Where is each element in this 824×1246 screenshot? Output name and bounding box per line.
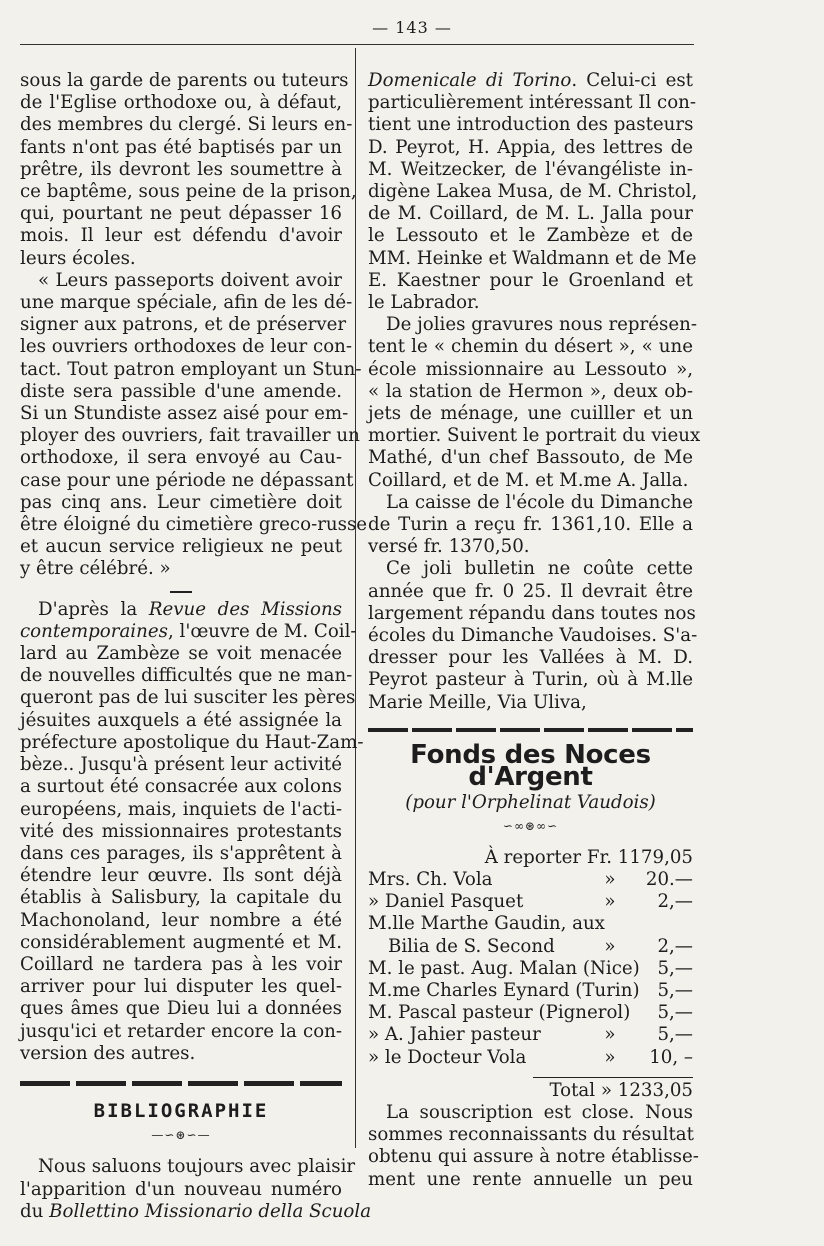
text-line: a surtout été consacrée aux colons: [20, 776, 342, 798]
donation-amount: 5,—: [657, 1002, 693, 1024]
text-line: y être célébré. »: [20, 558, 171, 580]
text-line: de l'Eglise orthodoxe ou, à défaut,: [20, 92, 342, 114]
ditto-mark: »: [604, 1046, 616, 1068]
text-line: jets de ménage, une cuilller et un: [368, 403, 693, 425]
text-line: vité des missionnaires protestants: [20, 820, 342, 842]
text-line: ment une rente annuelle un peu: [368, 1168, 693, 1190]
donor-name: M. Pascal pasteur (Pignerol): [368, 1002, 631, 1024]
section-rule: [20, 1081, 342, 1086]
text-line: école missionnaire au Lessouto »,: [368, 358, 693, 380]
text-line: La souscription est close. Nous: [386, 1101, 693, 1123]
text-line: D. Peyrot, H. Appia, des lettres de: [368, 136, 693, 158]
donor-name: » A. Jahier pasteur: [368, 1024, 541, 1046]
text-line: Nous saluons toujours avec plaisir: [38, 1156, 356, 1178]
text-line: De jolies gravures nous représen-: [386, 314, 697, 336]
text-line: écoles du Dimanche Vaudoises. S'a-: [368, 625, 698, 647]
text-line: version des autres.: [20, 1042, 196, 1064]
paragraph-persecution-conditions: [20, 70, 357, 270]
donation-amount: 2,—: [657, 891, 693, 913]
text-line: D'après la Revue des Missions: [38, 598, 342, 620]
text-line: qui, pourtant ne peut dépasser 16: [20, 203, 342, 225]
donation-row: [368, 869, 693, 891]
ditto-mark: »: [604, 868, 616, 890]
text-line: obtenu qui assure à notre établisse-: [368, 1146, 699, 1168]
ditto-mark: »: [604, 935, 616, 957]
donation-amount: 5,—: [657, 1024, 693, 1046]
text-line: leurs écoles.: [20, 247, 136, 269]
text-line: de nouvelles difficultés que ne man-: [20, 665, 353, 687]
donor-name: M.me Charles Eynard (Turin): [368, 979, 640, 1001]
text-line: Machonoland, leur nombre a été: [20, 909, 342, 931]
donation-row: [368, 1024, 693, 1046]
paragraph-turin-school: [368, 492, 693, 559]
right-column: [368, 70, 701, 1191]
donation-row: [368, 980, 693, 1002]
text-line: dans ces parages, ils s'apprêtent à: [20, 842, 342, 864]
total-amount: Total » 1233,05: [549, 1079, 693, 1101]
text-line: queront pas de lui susciter les pères: [20, 687, 356, 709]
text-line: orthodoxe, il sera envoyé au Cau-: [20, 447, 342, 469]
text-line: Coillard, et de M. et M.me A. Jalla.: [368, 469, 689, 491]
text-line: lard au Zambèze se voit menacée: [20, 643, 342, 665]
donor-name: M. le past. Aug. Malan (Nice): [368, 957, 640, 979]
text-line: jésuites auxquels a été assignée la: [20, 709, 342, 731]
donations-list: [368, 869, 693, 1069]
ditto-mark: »: [604, 1024, 616, 1046]
text-line: européens, mais, inquiets de l'acti-: [20, 798, 342, 820]
text-line: ques âmes que Dieu lui a données: [20, 998, 342, 1020]
text-line: considérablement augmenté et M.: [20, 931, 342, 953]
text-line: largement répandu dans toutes nos: [368, 602, 696, 624]
ditto-mark: [640, 958, 658, 980]
paragraph-bollettino: [20, 1156, 372, 1223]
section-rule: [368, 728, 693, 732]
ornament-divider: —∽⊛∽—: [151, 1128, 211, 1143]
donation-row: [368, 891, 693, 913]
paragraph-subscription-closed: [368, 1101, 699, 1191]
donor-name: » le Docteur Vola: [368, 1046, 527, 1068]
text-line: être éloigné du cimetière greco-russe: [20, 514, 368, 536]
paragraph-engravings: [368, 314, 701, 492]
fonds-subtitle: (pour l'Orphelinat Vaudois): [405, 792, 656, 814]
ditto-mark: [640, 980, 658, 1002]
text-line: Domenicale di Torino. Celui-ci est: [368, 70, 693, 91]
paragraph-bulletin-price: [368, 558, 698, 713]
text-line: contemporaines, l'œuvre de M. Coil-: [20, 620, 357, 642]
text-line: Peyrot pasteur à Turin, où à M.lle: [368, 669, 693, 691]
text-line: Coillard ne tardera pas à les voir: [20, 953, 342, 975]
column-divider: [355, 48, 356, 1148]
donor-name: Mrs. Ch. Vola: [368, 868, 493, 890]
text-line: préfecture apostolique du Haut-Zam-: [20, 731, 364, 753]
ditto-mark: »: [604, 891, 616, 913]
text-line: Mathé, d'un chef Bassouto, de Me: [368, 447, 693, 469]
donor-name: Bilia de S. Second: [388, 935, 555, 957]
text-line: La caisse de l'école du Dimanche: [386, 491, 693, 513]
text-line: mortier. Suivent le portrait du vieux: [368, 425, 701, 447]
donation-amount: 20.—: [645, 868, 693, 890]
text-line: le Lessouto et le Zambèze et de: [368, 225, 693, 247]
text-line: tact. Tout patron employant un Stun-: [20, 358, 362, 380]
donation-row: [368, 958, 693, 980]
text-line: Marie Meille, Via Uliva,: [368, 691, 587, 713]
ornament-divider: ∽∞⊛∞∽: [502, 818, 559, 833]
text-line: du Bollettino Missionario della Scuola: [20, 1200, 372, 1222]
text-line: l'apparition d'un nouveau numéro: [20, 1178, 342, 1200]
page-number: — 143 —: [372, 18, 452, 37]
text-line: signer aux patrons, et de préserver: [20, 314, 347, 336]
text-line: fants n'ont pas été baptisés par un: [20, 136, 342, 158]
text-line: et aucun service religieux ne peut: [20, 536, 342, 558]
text-line: pas cinq ans. Leur cimetière doit: [20, 491, 342, 513]
text-line: MM. Heinke et Waldmann et de Me: [368, 247, 697, 269]
carried-forward-amount: À reporter Fr. 1179,05: [484, 846, 693, 868]
text-line: M. Weitzecker, de l'évangéliste in-: [368, 158, 693, 180]
text-line: de Turin a reçu fr. 1361,10. Elle a: [368, 514, 693, 536]
donation-row: [368, 1002, 693, 1024]
text-line: ce baptême, sous peine de la prison,: [20, 181, 357, 203]
donor-name: » Daniel Pasquet: [368, 891, 524, 913]
text-line: E. Kaestner pour le Groenland et: [368, 269, 693, 291]
text-line: de M. Coillard, de M. L. Jalla pour: [368, 203, 693, 225]
text-line: diste sera passible d'une amende.: [20, 380, 342, 402]
text-line: sommes reconnaissants du résultat: [368, 1124, 694, 1146]
text-line: établis à Salisbury, la capitale du: [20, 887, 342, 909]
paragraph-bulletin-contents: [368, 70, 698, 314]
text-line: arriver pour lui disputer les quel-: [20, 976, 342, 998]
donation-amount: 2,—: [657, 935, 693, 957]
text-line: des membres du clergé. Si leurs en-: [20, 114, 353, 136]
text-line: ployer des ouvriers, fait travailler un: [20, 425, 360, 447]
donation-row: [368, 1047, 693, 1069]
donation-amount: 5,—: [657, 957, 693, 979]
donation-amount: 10, –: [649, 1046, 693, 1068]
text-line: digène Lakea Musa, de M. Christol,: [368, 181, 698, 203]
text-line: Ce joli bulletin ne coûte cette: [386, 558, 693, 580]
paragraph-revue-missions: [20, 598, 364, 1065]
ditto-mark: [630, 1002, 655, 1024]
text-line: Si un Stundiste assez aisé pour em-: [20, 403, 349, 425]
total-rule: [533, 1077, 693, 1078]
text-line: bèze.. Jusqu'à présent leur activité: [20, 754, 342, 776]
ditto-mark: [605, 913, 641, 935]
text-line: case pour une période ne dépassant: [20, 469, 354, 491]
donation-row: [368, 913, 693, 935]
donation-amount: [641, 913, 693, 935]
text-line: tent le « chemin du désert », « une: [368, 336, 693, 358]
text-line: mois. Il leur est défendu d'avoir: [20, 225, 342, 247]
donor-name: M.lle Marthe Gaudin, aux: [368, 913, 605, 935]
text-line: jusqu'ici et retarder encore la con-: [20, 1020, 342, 1042]
fonds-title: Fonds des Noces d'Argent: [410, 739, 651, 793]
text-line: une marque spéciale, afin de les dé-: [20, 292, 353, 314]
text-line: le Labrador.: [368, 292, 480, 314]
donation-row: [368, 936, 693, 958]
donation-amount: 5,—: [657, 979, 693, 1001]
text-line: « Leurs passeports doivent avoir: [38, 269, 342, 291]
text-line: versé fr. 1370,50.: [368, 536, 530, 558]
text-line: tient une introduction des pasteurs: [368, 114, 694, 136]
text-line: prêtre, ils devront les soumettre à: [20, 158, 342, 180]
separator-dash: [170, 591, 192, 593]
paragraph-passports: [20, 269, 368, 581]
section-title-bibliographie: BIBLIOGRAPHIE: [93, 1099, 269, 1122]
text-line: étendre leur œuvre. Ils sont déjà: [20, 865, 342, 887]
header-rule: [20, 44, 694, 45]
text-line: « la station de Hermon », deux ob-: [368, 380, 693, 402]
text-line: dresser pour les Vallées à M. D.: [368, 647, 693, 669]
text-line: année que fr. 0 25. Il devrait être: [368, 580, 693, 602]
left-column: [20, 70, 372, 1223]
text-line: sous la garde de parents ou tuteurs: [20, 70, 349, 91]
text-line: particulièrement intéressant Il con-: [368, 92, 697, 114]
text-line: les ouvriers orthodoxes de leur con-: [20, 336, 353, 358]
